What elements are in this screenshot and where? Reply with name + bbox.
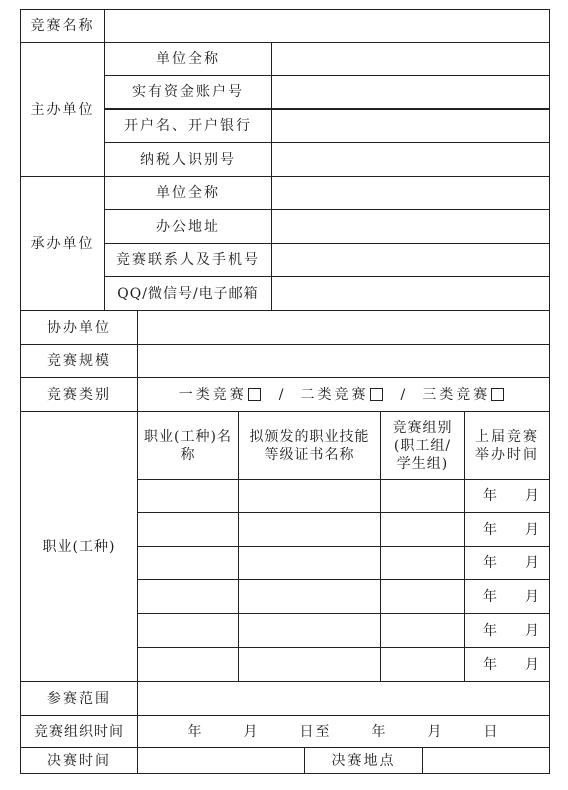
year-label: 年	[483, 555, 499, 571]
year-label: 年	[483, 656, 499, 673]
org-time-day: 日	[483, 723, 500, 740]
header-last-held-time: 上届竞赛举办时间	[464, 411, 550, 480]
undertaker-field-label: 办公地址	[104, 209, 272, 244]
category-option-1: 一类竞赛	[178, 386, 247, 403]
label-final-location: 决赛地点	[304, 747, 423, 774]
undertaker-field-label: QQ/微信号/电子邮箱	[104, 276, 272, 311]
month-label: 月	[525, 555, 541, 571]
cell-occupation-name[interactable]	[137, 647, 239, 682]
undertaker-field-label: 单位全称	[104, 176, 272, 210]
category-option-3: 三类竞赛	[422, 386, 491, 403]
checkbox-category-2[interactable]	[370, 388, 383, 401]
label-organizer: 主办单位	[20, 42, 105, 177]
cell-group[interactable]	[380, 579, 465, 614]
month-label: 月	[525, 656, 541, 673]
cell-group[interactable]	[380, 479, 465, 513]
cell-last-held-time[interactable]	[464, 647, 550, 682]
header-group: 竞赛组别(职工组/学生组)	[380, 411, 465, 480]
field-org-time[interactable]	[137, 715, 550, 748]
field-competition-name[interactable]	[104, 9, 550, 43]
cell-group[interactable]	[380, 512, 465, 547]
organizer-field-label: 实有资金账户号	[104, 75, 272, 109]
field-participants[interactable]	[137, 681, 550, 716]
undertaker-field-label: 竞赛联系人及手机号	[104, 243, 272, 277]
organizer-field-value[interactable]	[271, 75, 550, 109]
competition-application-form	[20, 9, 550, 774]
year-label: 年	[483, 622, 499, 639]
organizer-field-value[interactable]	[271, 42, 550, 76]
cell-certificate-name[interactable]	[238, 613, 381, 648]
label-org-time: 竞赛组织时间	[20, 715, 138, 748]
month-label: 月	[525, 521, 541, 538]
cell-certificate-name[interactable]	[238, 647, 381, 682]
year-label: 年	[483, 488, 499, 504]
organizer-field-label: 开户名、开户银行	[104, 109, 272, 143]
category-option-2: 二类竞赛	[300, 386, 369, 403]
cell-group[interactable]	[380, 647, 465, 682]
label-undertaker: 承办单位	[20, 176, 105, 311]
organizer-field-label: 单位全称	[104, 42, 272, 76]
month-label: 月	[525, 488, 541, 504]
checkbox-category-3[interactable]	[491, 388, 504, 401]
cell-last-held-time[interactable]	[464, 546, 550, 580]
field-scale[interactable]	[137, 344, 550, 378]
label-participants: 参赛范围	[20, 681, 138, 716]
org-time-day-to: 日至	[299, 723, 332, 740]
org-time-year: 年	[187, 723, 204, 740]
org-time-month: 月	[427, 723, 444, 740]
cell-last-held-time[interactable]	[464, 479, 550, 513]
label-scale: 竞赛规模	[20, 344, 138, 378]
undertaker-field-value[interactable]	[271, 209, 550, 244]
label-final-time: 决赛时间	[20, 747, 138, 774]
cell-group[interactable]	[380, 613, 465, 648]
category-separator: /	[278, 386, 287, 403]
month-label: 月	[525, 588, 541, 605]
undertaker-field-value[interactable]	[271, 276, 550, 311]
cell-occupation-name[interactable]	[137, 512, 239, 547]
cell-certificate-name[interactable]	[238, 579, 381, 614]
label-occupation: 职业(工种)	[20, 411, 138, 682]
label-category: 竞赛类别	[20, 377, 138, 412]
cell-certificate-name[interactable]	[238, 546, 381, 580]
cell-last-held-time[interactable]	[464, 512, 550, 547]
category-separator: /	[400, 386, 409, 403]
cell-occupation-name[interactable]	[137, 579, 239, 614]
cell-occupation-name[interactable]	[137, 479, 239, 513]
cell-occupation-name[interactable]	[137, 613, 239, 648]
organizer-field-label: 纳税人识别号	[104, 142, 272, 177]
field-co-organizer[interactable]	[137, 310, 550, 345]
checkbox-category-1[interactable]	[248, 388, 261, 401]
organizer-field-value[interactable]	[271, 142, 550, 177]
label-co-organizer: 协办单位	[20, 310, 138, 345]
cell-certificate-name[interactable]	[238, 479, 381, 513]
cell-certificate-name[interactable]	[238, 512, 381, 547]
field-final-location[interactable]	[422, 747, 550, 774]
year-label: 年	[483, 521, 499, 538]
undertaker-field-value[interactable]	[271, 176, 550, 210]
cell-last-held-time[interactable]	[464, 579, 550, 614]
month-label: 月	[525, 622, 541, 639]
label-competition-name: 竞赛名称	[20, 9, 105, 43]
org-time-month: 月	[243, 723, 260, 740]
header-occupation-name: 职业(工种)名称	[137, 411, 239, 480]
field-category	[137, 377, 550, 412]
cell-occupation-name[interactable]	[137, 546, 239, 580]
org-time-year: 年	[371, 723, 388, 740]
year-label: 年	[483, 588, 499, 605]
cell-last-held-time[interactable]	[464, 613, 550, 648]
organizer-field-value[interactable]	[271, 109, 550, 143]
undertaker-field-value[interactable]	[271, 243, 550, 277]
header-certificate-name: 拟颁发的职业技能等级证书名称	[238, 411, 381, 480]
cell-group[interactable]	[380, 546, 465, 580]
field-final-time[interactable]	[137, 747, 305, 774]
